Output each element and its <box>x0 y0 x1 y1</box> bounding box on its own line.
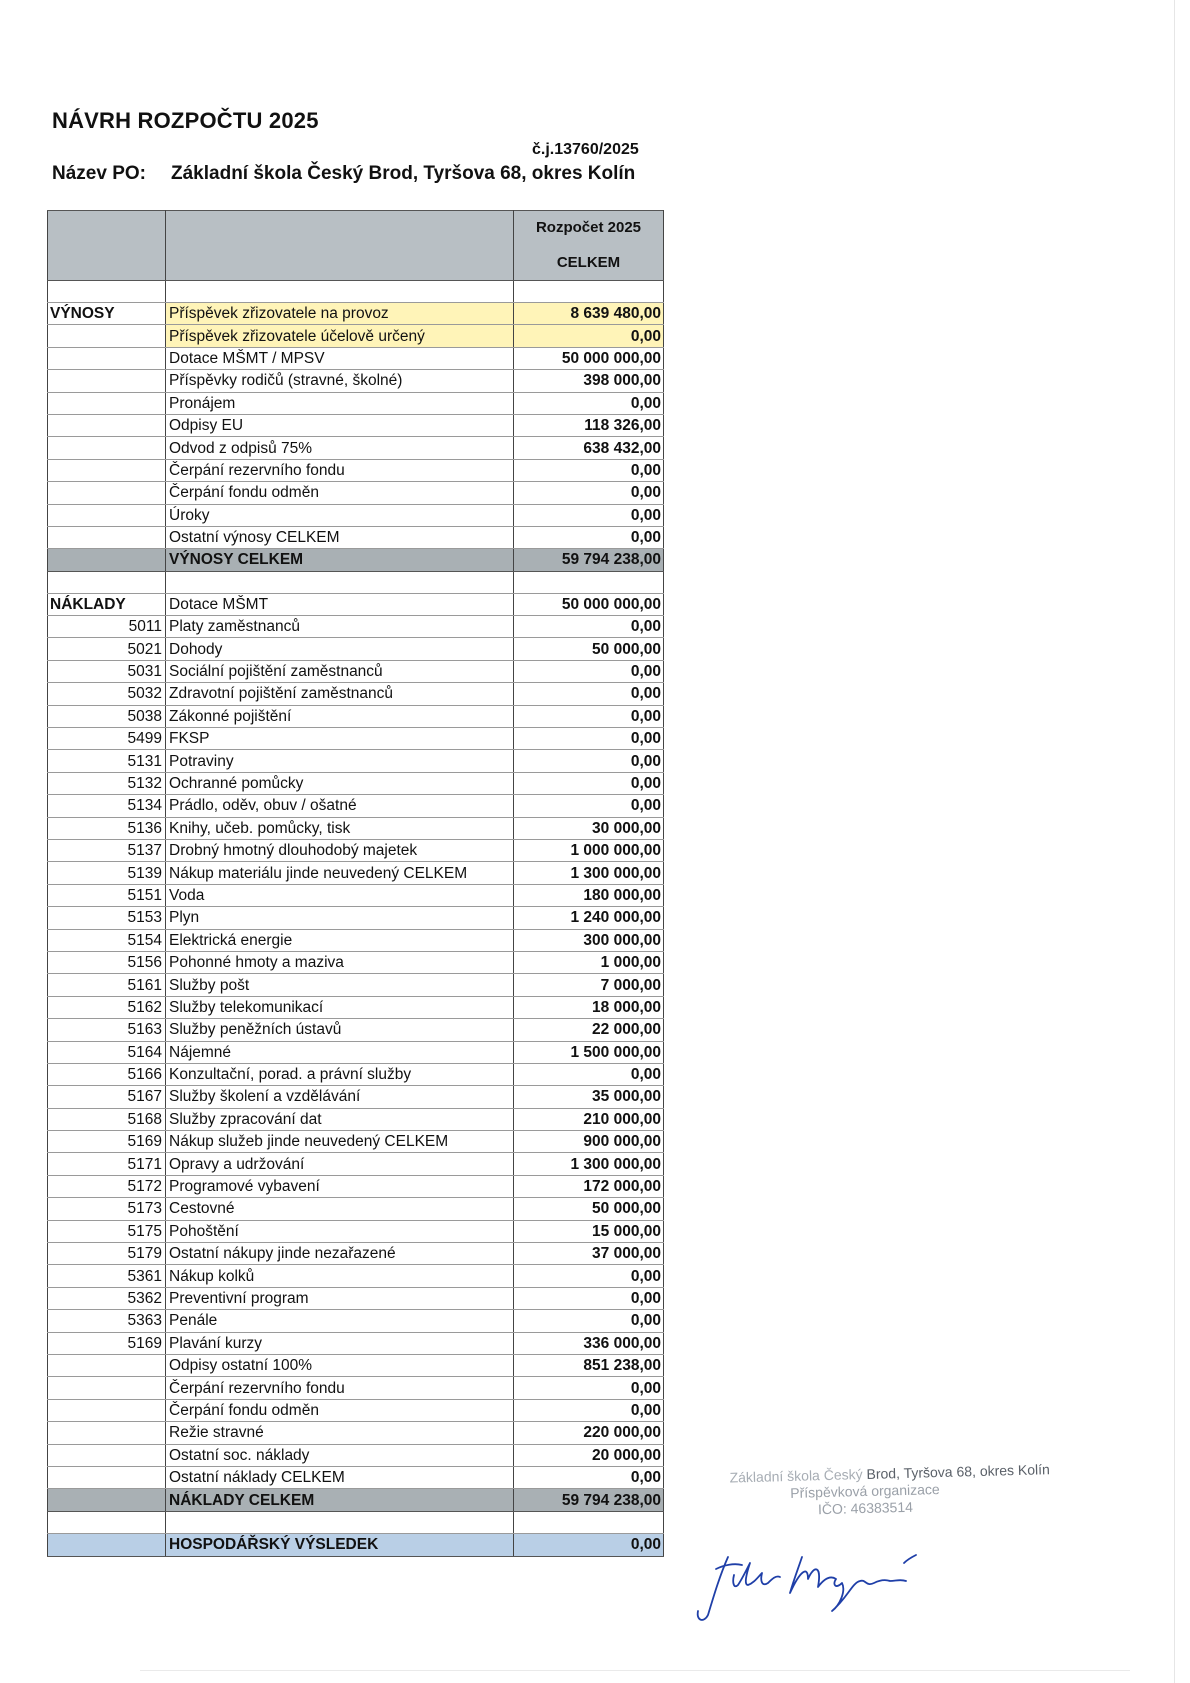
row-label: Služby peněžních ústavů <box>166 1019 514 1041</box>
row-value <box>514 571 664 593</box>
row-label: Nájemné <box>166 1041 514 1063</box>
row-value: 35 000,00 <box>514 1086 664 1108</box>
spacer-row <box>48 571 664 593</box>
row-code: 5031 <box>48 660 166 682</box>
row-value: 0,00 <box>514 526 664 548</box>
organization-stamp <box>729 1461 1051 1520</box>
row-value: 1 000 000,00 <box>514 839 664 861</box>
row-label: Opravy a udržování <box>166 1153 514 1175</box>
row-label: Potraviny <box>166 750 514 772</box>
table-header-row <box>48 211 664 245</box>
row-value: 851 238,00 <box>514 1354 664 1376</box>
row-value: 0,00 <box>514 616 664 638</box>
row-code: 5361 <box>48 1265 166 1287</box>
row-code: 5139 <box>48 862 166 884</box>
row-label: Čerpání rezervního fondu <box>166 459 514 481</box>
row-code: 5131 <box>48 750 166 772</box>
row-value: 0,00 <box>514 1466 664 1488</box>
revenue-row <box>48 482 664 504</box>
row-value: 15 000,00 <box>514 1220 664 1242</box>
spacer-row <box>48 281 664 303</box>
header-budget-2025: Rozpočet 2025 <box>514 211 664 245</box>
row-label: Programové vybavení <box>166 1175 514 1197</box>
cost-row <box>48 839 664 861</box>
row-label: Pronájem <box>166 392 514 414</box>
section-label: VÝNOSY <box>48 303 166 325</box>
row-value: 0,00 <box>514 683 664 705</box>
row-value: 22 000,00 <box>514 1019 664 1041</box>
row-value: 0,00 <box>514 1287 664 1309</box>
row-label: Ostatní výnosy CELKEM <box>166 526 514 548</box>
cost-row <box>48 683 664 705</box>
row-label: Cestovné <box>166 1198 514 1220</box>
cost-row <box>48 1287 664 1309</box>
row-code: 5499 <box>48 728 166 750</box>
row-code <box>48 459 166 481</box>
row-label: Režie stravné <box>166 1422 514 1444</box>
row-value: 0,00 <box>514 705 664 727</box>
row-value: 0,00 <box>514 1310 664 1332</box>
row-label: Nákup kolků <box>166 1265 514 1287</box>
reference-number: č.j.13760/2025 <box>532 141 639 158</box>
revenue-row <box>48 437 664 459</box>
row-value: 300 000,00 <box>514 929 664 951</box>
revenue-row <box>48 347 664 369</box>
cost-row <box>48 1108 664 1130</box>
row-label <box>166 571 514 593</box>
row-code <box>48 1533 166 1556</box>
row-value: 0,00 <box>514 660 664 682</box>
row-label: Konzultační, porad. a právní služby <box>166 1063 514 1085</box>
cost-row <box>48 1377 664 1399</box>
budget-table <box>47 210 664 1557</box>
organization-name: Základní škola Český Brod, Tyršova 68, okres Kolín <box>171 163 636 184</box>
row-code: 5038 <box>48 705 166 727</box>
row-value: 1 300 000,00 <box>514 1153 664 1175</box>
cost-row <box>48 974 664 996</box>
row-code: 5172 <box>48 1175 166 1197</box>
revenue-row <box>48 370 664 392</box>
row-value: 336 000,00 <box>514 1332 664 1354</box>
row-label: Ostatní náklady CELKEM <box>166 1466 514 1488</box>
row-code <box>48 325 166 347</box>
header-total: CELKEM <box>514 244 664 281</box>
revenue-row <box>48 459 664 481</box>
revenue-row <box>48 392 664 414</box>
row-code <box>48 347 166 369</box>
cost-row <box>48 1243 664 1265</box>
row-code: 5156 <box>48 951 166 973</box>
section-label: NÁKLADY <box>48 593 166 615</box>
row-value: 18 000,00 <box>514 996 664 1018</box>
header-cell-code <box>48 244 166 281</box>
row-code <box>48 1489 166 1511</box>
row-label: Odpisy ostatní 100% <box>166 1354 514 1376</box>
row-code <box>48 482 166 504</box>
row-value: 0,00 <box>514 750 664 772</box>
row-code: 5175 <box>48 1220 166 1242</box>
row-value: 180 000,00 <box>514 884 664 906</box>
cost-row <box>48 638 664 660</box>
row-label: Prádlo, oděv, obuv / ošatné <box>166 795 514 817</box>
row-label: Ochranné pomůcky <box>166 772 514 794</box>
row-label: Elektrická energie <box>166 929 514 951</box>
row-label: Preventivní program <box>166 1287 514 1309</box>
cost-row <box>48 929 664 951</box>
row-value: 50 000 000,00 <box>514 347 664 369</box>
row-label: Příspěvek zřizovatele na provoz <box>166 303 514 325</box>
stamp-line-2: Příspěvková organizace <box>790 1481 940 1501</box>
row-label: FKSP <box>166 728 514 750</box>
row-value: 30 000,00 <box>514 817 664 839</box>
row-label: Dotace MŠMT <box>166 593 514 615</box>
row-code <box>48 526 166 548</box>
cost-row <box>48 705 664 727</box>
cost-row <box>48 1310 664 1332</box>
row-value: 50 000 000,00 <box>514 593 664 615</box>
row-value: 900 000,00 <box>514 1131 664 1153</box>
row-label: Zákonné pojištění <box>166 705 514 727</box>
cost-row <box>48 795 664 817</box>
stamp-line-3: IČO: 46383514 <box>817 1498 914 1518</box>
row-label: Pohoštění <box>166 1220 514 1242</box>
revenue-row <box>48 504 664 526</box>
row-value: 50 000,00 <box>514 1198 664 1220</box>
row-value: 50 000,00 <box>514 638 664 660</box>
row-value: 1 000,00 <box>514 951 664 973</box>
row-code <box>48 571 166 593</box>
row-code: 5162 <box>48 996 166 1018</box>
cost-row <box>48 1175 664 1197</box>
row-code <box>48 1354 166 1376</box>
row-code: 5161 <box>48 974 166 996</box>
row-value: 7 000,00 <box>514 974 664 996</box>
row-code <box>48 1466 166 1488</box>
cost-row <box>48 862 664 884</box>
cost-row <box>48 728 664 750</box>
cost-row <box>48 1466 664 1488</box>
row-label: Služby školení a vzdělávání <box>166 1086 514 1108</box>
row-value: 638 432,00 <box>514 437 664 459</box>
row-code: 5021 <box>48 638 166 660</box>
row-code: 5164 <box>48 1041 166 1063</box>
document-title: NÁVRH ROZPOČTU 2025 <box>52 108 319 133</box>
cost-row <box>48 1153 664 1175</box>
row-label: Čerpání fondu odměn <box>166 482 514 504</box>
cost-row <box>48 593 664 615</box>
organization-label: Název PO: <box>52 163 146 184</box>
row-value: 220 000,00 <box>514 1422 664 1444</box>
stamp-line-1-faint: Základní škola Český <box>729 1466 863 1486</box>
row-code <box>48 370 166 392</box>
cost-row <box>48 996 664 1018</box>
row-label: Sociální pojištění zaměstnanců <box>166 660 514 682</box>
row-value: 118 326,00 <box>514 414 664 436</box>
cost-row <box>48 1019 664 1041</box>
row-label: Penále <box>166 1310 514 1332</box>
row-code: 5168 <box>48 1108 166 1130</box>
header-cell-label <box>166 211 514 245</box>
row-label: Pohonné hmoty a maziva <box>166 951 514 973</box>
row-label: VÝNOSY CELKEM <box>166 549 514 571</box>
row-code <box>48 1511 166 1533</box>
row-value: 0,00 <box>514 325 664 347</box>
organization-line <box>52 163 635 185</box>
row-label: Nákup služeb jinde neuvedený CELKEM <box>166 1131 514 1153</box>
cost-row <box>48 1063 664 1085</box>
row-value: 0,00 <box>514 1533 664 1556</box>
cost-total-row <box>48 1489 664 1511</box>
revenue-row <box>48 526 664 548</box>
row-code: 5166 <box>48 1063 166 1085</box>
row-code: 5169 <box>48 1332 166 1354</box>
cost-row <box>48 1399 664 1421</box>
row-label: Příspěvek zřizovatele účelově určený <box>166 325 514 347</box>
row-value: 0,00 <box>514 392 664 414</box>
row-value: 59 794 238,00 <box>514 1489 664 1511</box>
row-value: 0,00 <box>514 1377 664 1399</box>
row-label: Čerpání rezervního fondu <box>166 1377 514 1399</box>
row-value: 0,00 <box>514 504 664 526</box>
row-label: Služby pošt <box>166 974 514 996</box>
row-code: 5167 <box>48 1086 166 1108</box>
cost-row <box>48 817 664 839</box>
row-label: Plyn <box>166 907 514 929</box>
row-code: 5136 <box>48 817 166 839</box>
revenue-total-row <box>48 549 664 571</box>
row-value: 0,00 <box>514 459 664 481</box>
row-code: 5169 <box>48 1131 166 1153</box>
row-label: HOSPODÁŘSKÝ VÝSLEDEK <box>166 1533 514 1556</box>
cost-row <box>48 750 664 772</box>
row-code <box>48 414 166 436</box>
row-label: Platy zaměstnanců <box>166 616 514 638</box>
row-label: Služby zpracování dat <box>166 1108 514 1130</box>
row-value: 210 000,00 <box>514 1108 664 1130</box>
revenue-row <box>48 303 664 325</box>
row-value: 59 794 238,00 <box>514 549 664 571</box>
row-value: 8 639 480,00 <box>514 303 664 325</box>
row-value: 1 300 000,00 <box>514 862 664 884</box>
cost-row <box>48 616 664 638</box>
row-code: 5011 <box>48 616 166 638</box>
row-label: Čerpání fondu odměn <box>166 1399 514 1421</box>
page-edge <box>1174 0 1175 1683</box>
spacer-row <box>48 1511 664 1533</box>
economic-result-row <box>48 1533 664 1556</box>
row-label: Drobný hmotný dlouhodobý majetek <box>166 839 514 861</box>
row-code: 5153 <box>48 907 166 929</box>
revenue-row <box>48 325 664 347</box>
header-cell-code <box>48 211 166 245</box>
stamp-line-1-dark: Brod, Tyršova 68, okres Kolín <box>862 1461 1051 1483</box>
header-cell-label <box>166 244 514 281</box>
row-value: 398 000,00 <box>514 370 664 392</box>
row-code: 5134 <box>48 795 166 817</box>
row-value: 0,00 <box>514 1399 664 1421</box>
row-code: 5173 <box>48 1198 166 1220</box>
revenue-row <box>48 414 664 436</box>
row-code: 5171 <box>48 1153 166 1175</box>
cost-row <box>48 1220 664 1242</box>
row-code: 5032 <box>48 683 166 705</box>
row-code: 5137 <box>48 839 166 861</box>
cost-row <box>48 772 664 794</box>
row-value: 0,00 <box>514 795 664 817</box>
row-value: 1 240 000,00 <box>514 907 664 929</box>
row-code <box>48 1422 166 1444</box>
row-label: Úroky <box>166 504 514 526</box>
row-value: 0,00 <box>514 772 664 794</box>
row-label: Ostatní soc. náklady <box>166 1444 514 1466</box>
row-label: Příspěvky rodičů (stravné, školné) <box>166 370 514 392</box>
cost-row <box>48 1041 664 1063</box>
row-code <box>48 392 166 414</box>
table-header-row <box>48 244 664 281</box>
row-code: 5154 <box>48 929 166 951</box>
row-code <box>48 549 166 571</box>
row-label: Dohody <box>166 638 514 660</box>
row-code <box>48 1399 166 1421</box>
handwritten-signature <box>690 1535 930 1625</box>
row-code: 5151 <box>48 884 166 906</box>
cost-row <box>48 660 664 682</box>
row-code <box>48 437 166 459</box>
cost-row <box>48 1198 664 1220</box>
cost-row <box>48 951 664 973</box>
cost-row <box>48 1422 664 1444</box>
row-value: 1 500 000,00 <box>514 1041 664 1063</box>
row-code <box>48 1444 166 1466</box>
cost-row <box>48 1444 664 1466</box>
row-value: 0,00 <box>514 728 664 750</box>
footer-rule <box>140 1670 1130 1671</box>
cost-row <box>48 1354 664 1376</box>
row-label: Odvod z odpisů 75% <box>166 437 514 459</box>
row-label: Zdravotní pojištění zaměstnanců <box>166 683 514 705</box>
row-value: 0,00 <box>514 1063 664 1085</box>
row-label: Knihy, učeb. pomůcky, tisk <box>166 817 514 839</box>
row-value: 172 000,00 <box>514 1175 664 1197</box>
cost-row <box>48 1265 664 1287</box>
cost-row <box>48 1332 664 1354</box>
row-label: Služby telekomunikací <box>166 996 514 1018</box>
row-value: 20 000,00 <box>514 1444 664 1466</box>
row-code: 5363 <box>48 1310 166 1332</box>
row-label: Voda <box>166 884 514 906</box>
row-label: Odpisy EU <box>166 414 514 436</box>
row-code: 5179 <box>48 1243 166 1265</box>
row-code: 5362 <box>48 1287 166 1309</box>
row-code <box>48 1377 166 1399</box>
row-code: 5132 <box>48 772 166 794</box>
row-value: 37 000,00 <box>514 1243 664 1265</box>
row-label: Dotace MŠMT / MPSV <box>166 347 514 369</box>
row-code: 5163 <box>48 1019 166 1041</box>
cost-row <box>48 1131 664 1153</box>
cost-row <box>48 884 664 906</box>
row-label: Plavání kurzy <box>166 1332 514 1354</box>
row-value: 0,00 <box>514 1265 664 1287</box>
cost-row <box>48 1086 664 1108</box>
row-label: Ostatní nákupy jinde nezařazené <box>166 1243 514 1265</box>
row-label <box>166 1511 514 1533</box>
row-value <box>514 1511 664 1533</box>
cost-row <box>48 907 664 929</box>
row-label: Nákup materiálu jinde neuvedený CELKEM <box>166 862 514 884</box>
row-label: NÁKLADY CELKEM <box>166 1489 514 1511</box>
row-code <box>48 504 166 526</box>
row-value: 0,00 <box>514 482 664 504</box>
